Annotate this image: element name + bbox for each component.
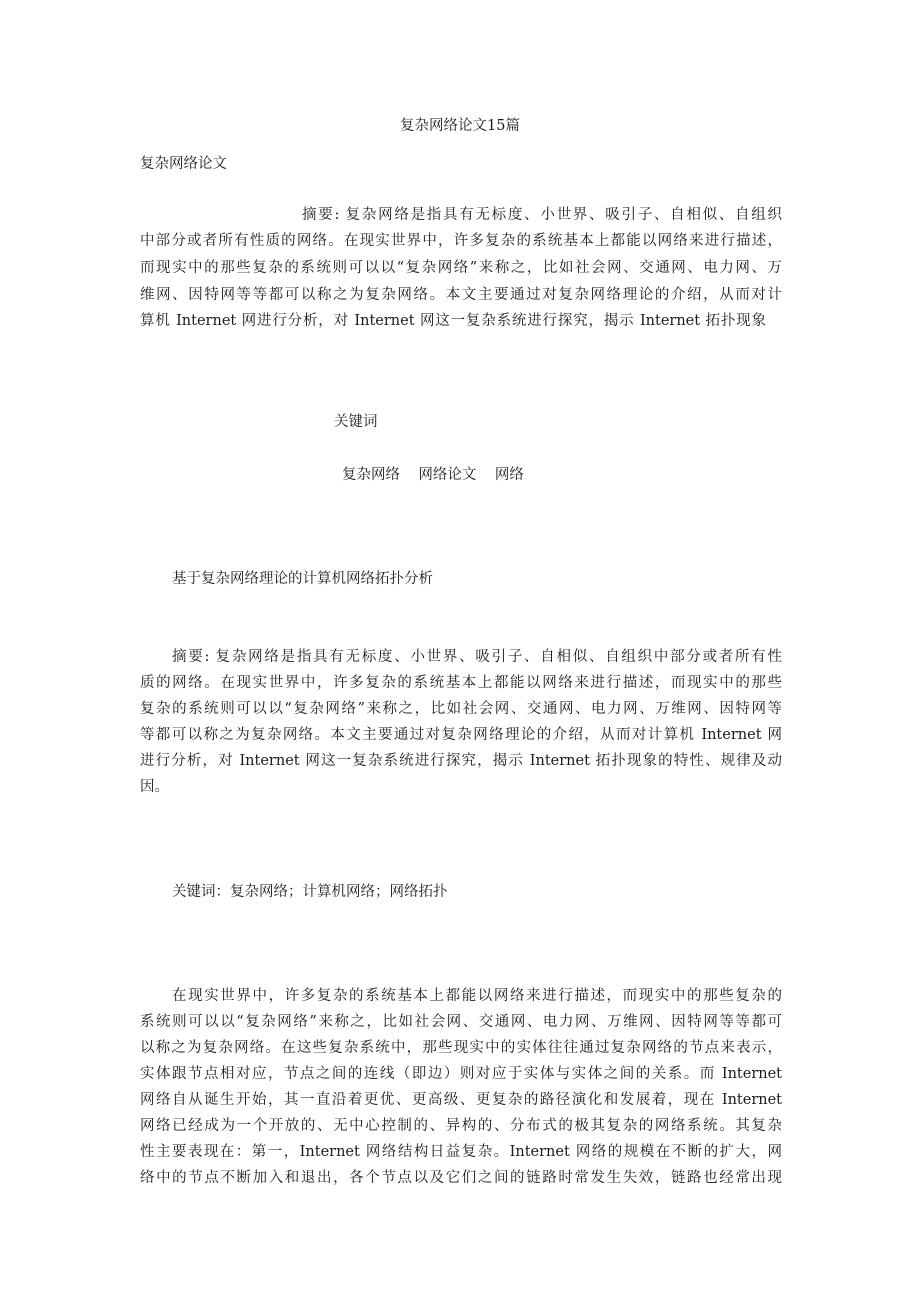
- abstract2-line: 因。: [140, 779, 169, 795]
- abstract1-line: 而现实中的那些复杂的系统则可以以“复杂网络”来称之，比如社会网、交通网、电力网、万: [140, 260, 782, 276]
- section-heading: 复杂网络论文: [140, 156, 227, 172]
- abstract1-line: 中部分或者所有性质的网络。在现实世界中，许多复杂的系统基本上都能以网络来进行描述，: [140, 233, 782, 249]
- abstract2-line: 等都可以称之为复杂网络。本文主要通过对复杂网络理论的介绍，从而对计算机 Internet 网: [140, 727, 782, 743]
- body-line: 实体跟节点相对应，节点之间的连线（即边）则对应于实体与实体之间的关系。而 Internet: [140, 1066, 782, 1082]
- abstract1-line: 算机 Internet 网进行分析，对 Internet 网这一复杂系统进行探究，揭示 Internet 拓扑现象: [140, 313, 766, 329]
- body-line: 网络自从诞生开始，其一直沿着更优、更高级、更复杂的路径演化和发展着，现在 Internet: [140, 1092, 782, 1108]
- abstract2-line: 质的网络。在现实世界中，许多复杂的系统基本上都能以网络来进行描述，而现实中的那些: [140, 675, 782, 691]
- body-line: 在现实世界中，许多复杂的系统基本上都能以网络来进行描述，而现实中的那些复杂的: [172, 988, 782, 1004]
- keywords-label: 关键词: [334, 414, 378, 430]
- body-line: 络中的节点不断加入和退出，各个节点以及它们之间的链路时常发生失效，链路也经常出现: [140, 1170, 782, 1186]
- document-title: 复杂网络论文15篇: [400, 118, 520, 134]
- abstract1-line: 摘要: 复杂网络是指具有无标度、小世界、吸引子、自相似、自组织: [302, 207, 782, 223]
- body-line: 性主要表现在：第一，Internet 网络结构日益复杂。Internet 网络的规模在不断的扩大，网: [140, 1144, 782, 1160]
- body-line: 系统则可以以“复杂网络”来称之，比如社会网、交通网、电力网、万维网、因特网等等都可: [140, 1014, 782, 1030]
- article-title: 基于复杂网络理论的计算机网络拓扑分析: [172, 571, 433, 587]
- abstract1-line: 维网、因特网等等都可以称之为复杂网络。本文主要通过对复杂网络理论的介绍，从而对计: [140, 287, 782, 303]
- abstract2-line: 进行分析，对 Internet 网这一复杂系统进行探究，揭示 Internet 拓扑现象的特性、规律及动: [140, 753, 782, 769]
- body-line: 网络已经成为一个开放的、无中心控制的、异构的、分布式的极其复杂的网络系统。其复杂: [140, 1118, 782, 1134]
- body-line: 以称之为复杂网络。在这些复杂系统中，那些现实中的实体往往通过复杂网络的节点来表示，: [140, 1040, 782, 1056]
- keywords-values: 复杂网络 网络论文 网络: [342, 467, 524, 483]
- abstract2-line: 复杂的系统则可以以“复杂网络”来称之，比如社会网、交通网、电力网、万维网、因特网等: [140, 701, 782, 717]
- keywords-line: 关键词：复杂网络；计算机网络；网络拓扑: [172, 884, 448, 900]
- abstract2-line: 摘要: 复杂网络是指具有无标度、小世界、吸引子、自相似、自组织中部分或者所有性: [172, 649, 782, 665]
